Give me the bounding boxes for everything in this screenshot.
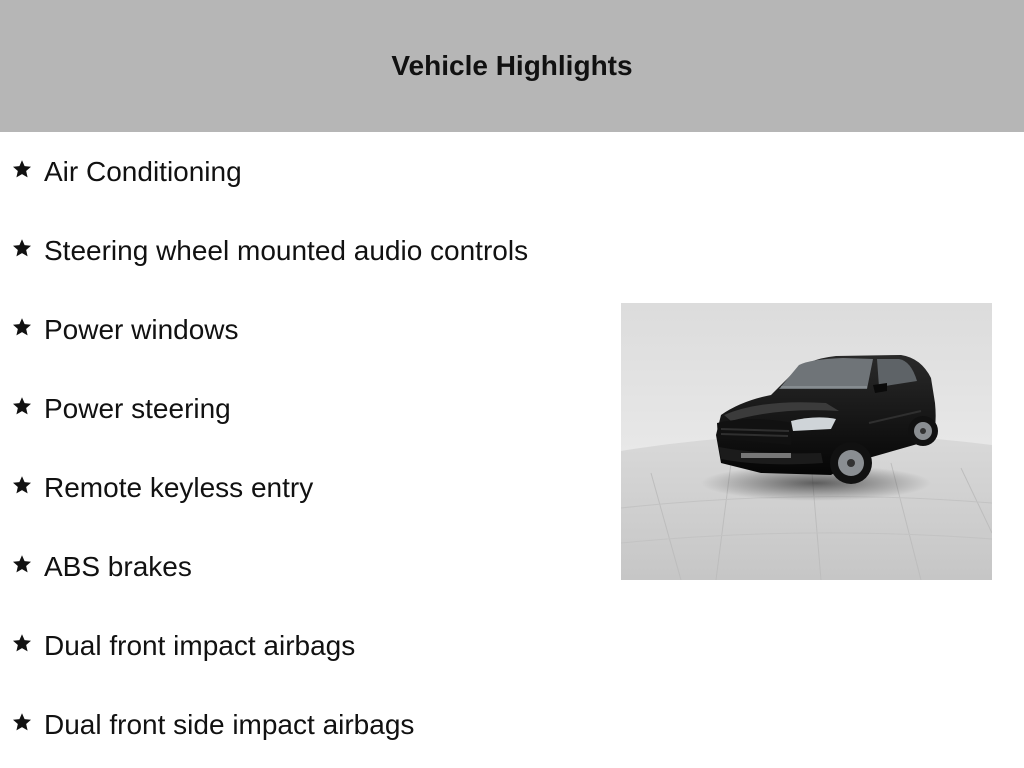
star-icon bbox=[12, 396, 32, 416]
feature-label: ABS brakes bbox=[44, 551, 192, 582]
star-icon bbox=[12, 238, 32, 258]
feature-item bbox=[12, 231, 528, 271]
feature-item bbox=[12, 310, 239, 350]
star-icon bbox=[12, 159, 32, 179]
star-icon bbox=[12, 633, 32, 653]
feature-item bbox=[12, 468, 313, 508]
feature-item bbox=[12, 389, 231, 429]
feature-item bbox=[12, 152, 242, 192]
page-title: Vehicle Highlights bbox=[391, 50, 633, 81]
feature-label: Power steering bbox=[44, 393, 231, 424]
star-icon bbox=[12, 475, 32, 495]
star-icon bbox=[12, 317, 32, 337]
feature-item bbox=[12, 547, 192, 587]
vehicle-image bbox=[621, 303, 992, 580]
vehicle-photo bbox=[621, 303, 992, 580]
feature-label: Dual front side impact airbags bbox=[44, 709, 415, 740]
feature-item bbox=[12, 626, 355, 666]
feature-label: Steering wheel mounted audio controls bbox=[44, 235, 529, 266]
feature-label: Air Conditioning bbox=[44, 156, 242, 187]
feature-label: Remote keyless entry bbox=[44, 472, 314, 503]
star-icon bbox=[12, 712, 32, 732]
highlights-header bbox=[0, 0, 1024, 132]
feature-label: Power windows bbox=[44, 314, 239, 345]
feature-item bbox=[12, 705, 414, 745]
feature-label: Dual front impact airbags bbox=[44, 630, 356, 661]
star-icon bbox=[12, 554, 32, 574]
